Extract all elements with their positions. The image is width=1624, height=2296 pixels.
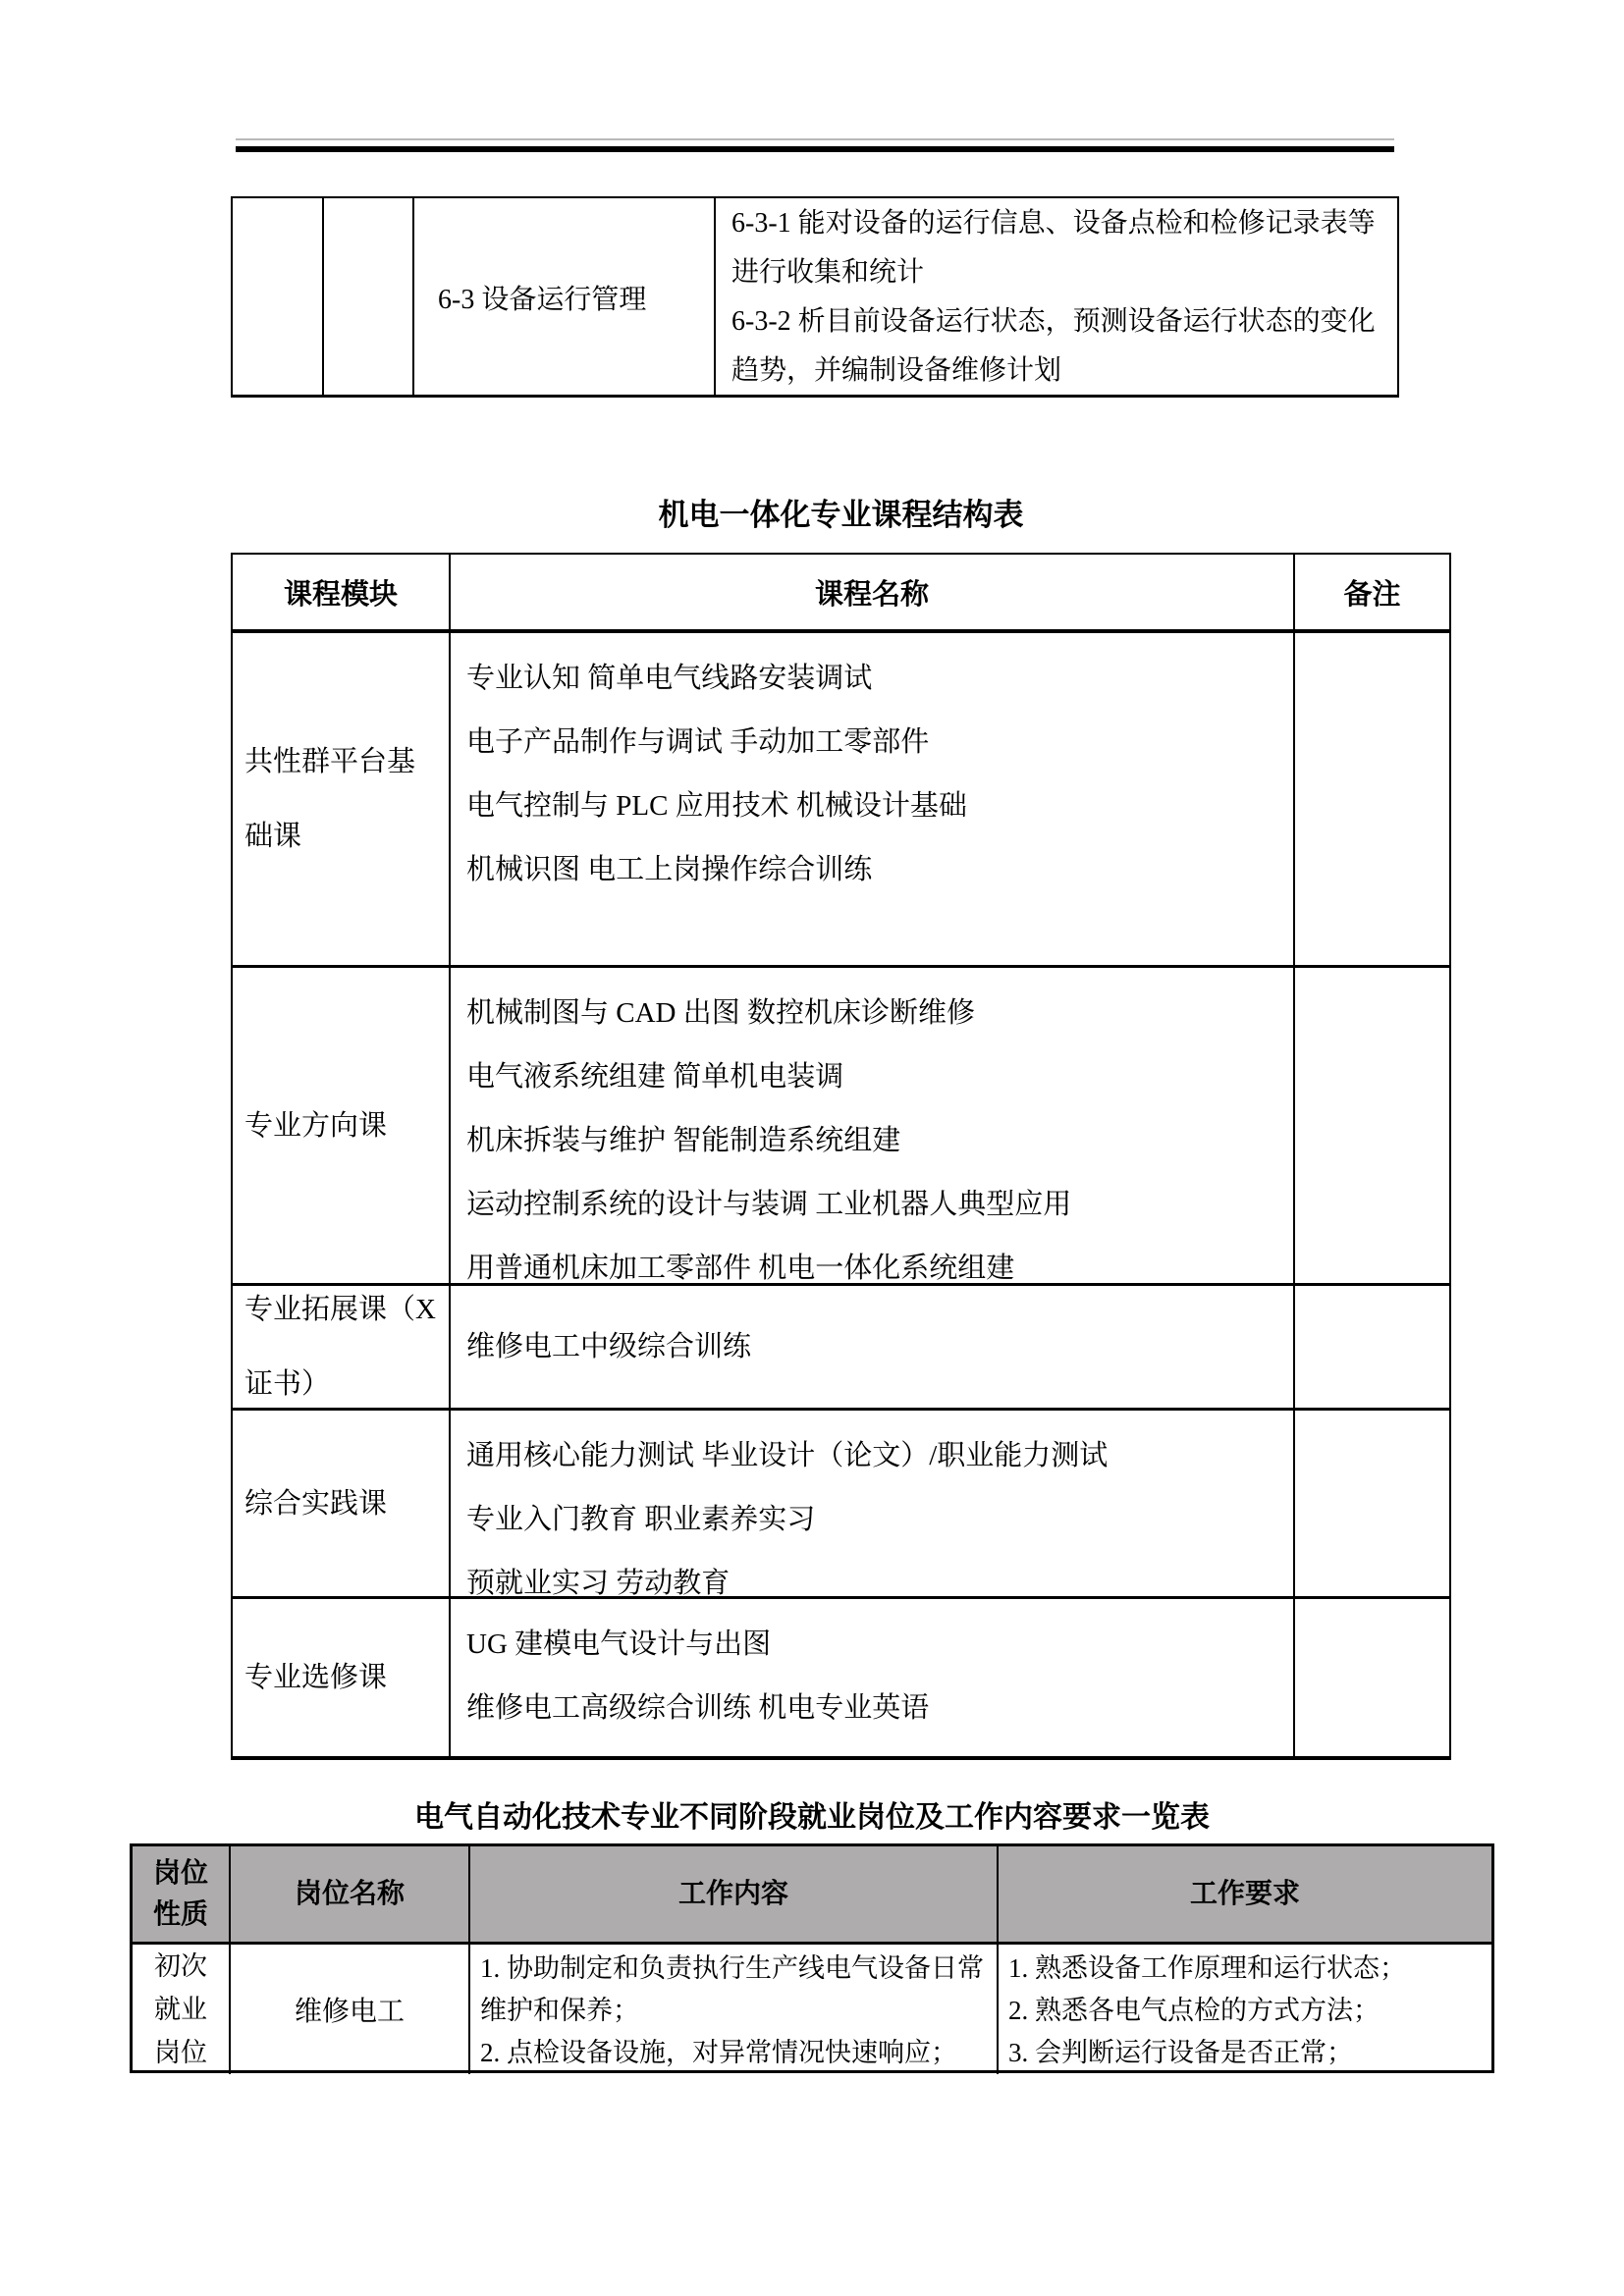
competency-module-cell: 6-3 设备运行管理 [414, 198, 716, 396]
competency-empty-cell-2 [324, 198, 414, 396]
competency-item: 6-3-1 能对设备的运行信息、设备点检和检修记录表等进行收集和统计 [731, 208, 1376, 288]
course-line: 电气液系统组建 简单机电装调 [466, 1061, 844, 1093]
jobs-header-nature: 岗位性质 [133, 1846, 231, 1945]
remark-cell [1295, 968, 1449, 1286]
course-table-title: 机电一体化专业课程结构表 [658, 498, 1024, 532]
course-line: 电气控制与 PLC 应用技术 机械设计基础 [466, 790, 967, 822]
course-name-cell [451, 633, 1295, 968]
course-line: 机床拆装与维护 智能制造系统组建 [466, 1125, 901, 1156]
course-module-label: 共性群平台基础课 [244, 746, 416, 852]
job-content-item: 2. 点检设备设施，对异常情况快速响应； [480, 2038, 957, 2067]
course-line: 维修电工高级综合训练 机电专业英语 [466, 1692, 930, 1724]
job-name-cell: 维修电工 [231, 1945, 470, 2074]
course-header-module: 课程模块 [233, 555, 451, 633]
course-module-cell [233, 968, 451, 1286]
page-header-rule [236, 146, 1394, 152]
course-line: 电子产品制作与调试 手动加工零部件 [466, 726, 930, 758]
competency-empty-cell-1 [233, 198, 324, 396]
course-name-cell [451, 1286, 1295, 1411]
course-module-cell [233, 1411, 451, 1599]
jobs-table-title: 电气自动化技术专业不同阶段就业岗位及工作内容要求一览表 [414, 1801, 1210, 1834]
remark-cell [1295, 1286, 1449, 1411]
job-requirement-item: 2. 熟悉各电气点检的方式方法； [1008, 1996, 1380, 2025]
page-header-rule-thin [236, 138, 1394, 140]
jobs-header-name: 岗位名称 [231, 1846, 470, 1945]
course-line: 机械识图 电工上岗操作综合训练 [466, 854, 873, 885]
course-module-label: 专业方向课 [244, 1109, 388, 1142]
course-module-cell [233, 1286, 451, 1411]
job-requirement-item: 3. 会判断运行设备是否正常； [1008, 2038, 1353, 2067]
course-module-label: 专业选修课 [244, 1662, 388, 1693]
course-name-cell [451, 1411, 1295, 1599]
remark-cell [1295, 1599, 1449, 1756]
jobs-header-requirements: 工作要求 [999, 1846, 1491, 1945]
course-line: UG 建模电气设计与出图 [466, 1629, 772, 1660]
course-structure-table [231, 553, 1451, 1760]
course-module-label: 综合实践课 [244, 1487, 388, 1520]
course-line: 专业入门教育 职业素养实习 [466, 1504, 816, 1535]
course-line: 维修电工中级综合训练 [466, 1330, 752, 1362]
course-name-cell [451, 1599, 1295, 1756]
job-requirements-cell [999, 1945, 1491, 2074]
jobs-header-content: 工作内容 [470, 1846, 999, 1945]
remark-cell [1295, 1411, 1449, 1599]
course-line: 运动控制系统的设计与装调 工业机器人典型应用 [466, 1189, 1072, 1220]
competency-item: 6-3-2 析目前设备运行状态，预测设备运行状态的变化趋势，并编制设备维修计划 [731, 306, 1376, 386]
competency-table [231, 196, 1399, 398]
course-header-remark: 备注 [1295, 555, 1449, 633]
jobs-table [130, 1843, 1494, 2073]
course-module-label: 专业拓展课（X证书） [244, 1294, 436, 1400]
competency-desc-cell [716, 198, 1397, 396]
job-content-item: 1. 协助制定和负责执行生产线电气设备日常维护和保养； [480, 1953, 984, 2025]
course-header-name: 课程名称 [451, 555, 1295, 633]
course-line: 专业认知 简单电气线路安装调试 [466, 663, 873, 694]
remark-cell [1295, 633, 1449, 968]
course-line: 用普通机床加工零部件 机电一体化系统组建 [466, 1253, 1015, 1284]
course-line: 预就业实习 劳动教育 [466, 1568, 731, 1599]
course-line: 通用核心能力测试 毕业设计（论文）/职业能力测试 [466, 1440, 1109, 1471]
course-module-cell [233, 1599, 451, 1756]
job-requirement-item: 1. 熟悉设备工作原理和运行状态； [1008, 1953, 1406, 1983]
job-content-cell [470, 1945, 999, 2074]
course-module-cell [233, 633, 451, 968]
course-name-cell [451, 968, 1295, 1286]
course-line: 机械制图与 CAD 出图 数控机床诊断维修 [466, 997, 975, 1029]
job-nature-cell: 初次就业岗位 [133, 1945, 231, 2074]
